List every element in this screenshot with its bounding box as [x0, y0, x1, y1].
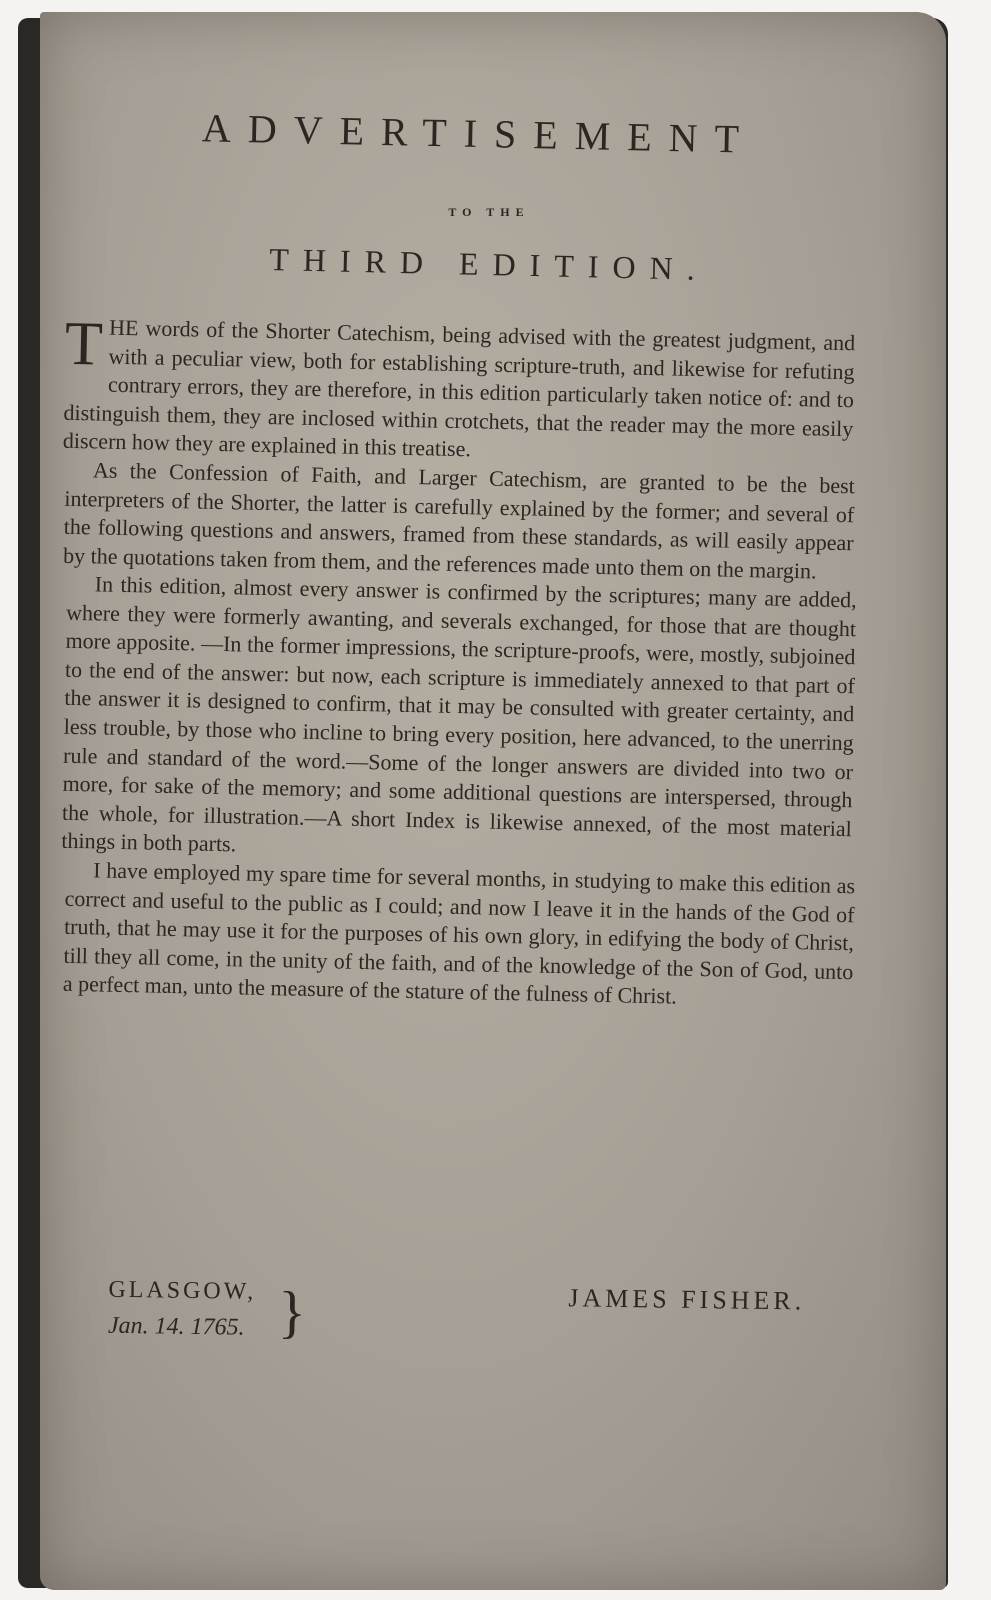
to-the-label: TO THE [448, 205, 530, 219]
page-subtitle: THIRD EDITION. [268, 241, 710, 287]
paragraph-1 [62, 309, 856, 472]
date-line: Jan. 14. 1765. [107, 1312, 245, 1341]
paragraph-3: In this edition, almost every answer is confirmed by the scriptures; many are added, where they were formerly awanting, and severals exchanged, for those that are thought more apposite. —In the former impressions, the scripture-proofs, were, mostly, subjoined to the end of the answer: but now, each scripture is immediately annexed to that part of the answer it is designed to confirm, that it may be consulted with greater certainty, and less trouble, by those who incline to bring every position, here advanced, to the unerring rule and standard of the word.—Some of the longer answers are divided into two or more, for sake of the memory; and some additional questions are interspersed, through the whole, for illustration.—A short Index is likewise annexed, of the most material things in both parts. [61, 571, 857, 858]
drop-cap: T [64, 309, 104, 379]
place-line: GLASGOW, [108, 1276, 257, 1305]
paragraph-2: As the Confession of Faith, and Larger Catechism, are granted to be the best interpreters of the Shorter, the latter is carefully explained by the former; and several of the following questions and answers, framed from these standards, as will easily appear by the quotations taken from them, and the references made unto them on the margin. [62, 457, 856, 584]
signature-block [107, 1277, 858, 1367]
advertisement-text [61, 105, 857, 1010]
page-title: ADVERTISEMENT [201, 105, 757, 162]
paragraph-1-text: HE words of the Shorter Catechism, being advised with the greatest judgment, and with a peculiar view, both for establishing scripture-truth, and likewise for refuting contrary errors, they are therefore, in this edition particularly taken notice of: and to distinguish them, they are inclosed within crotchets, that the reader may the more easily discern how they are explained in this treatise. [62, 314, 856, 462]
author-name: JAMES FISHER. [568, 1283, 806, 1316]
paragraph-4: I have employed my spare time for several months, in studying to make this edition as correct and useful to the public as I could; and now I leave it in the hands of the God of truth, that he may use it for the purposes of his own glory, in edifying the body of Christ, till they all come, in the unity of the faith, and of the knowledge of the Son of God, unto a perfect man, unto the measure of the stature of the fulness of Christ. [62, 857, 856, 1010]
brace: } [277, 1279, 307, 1345]
